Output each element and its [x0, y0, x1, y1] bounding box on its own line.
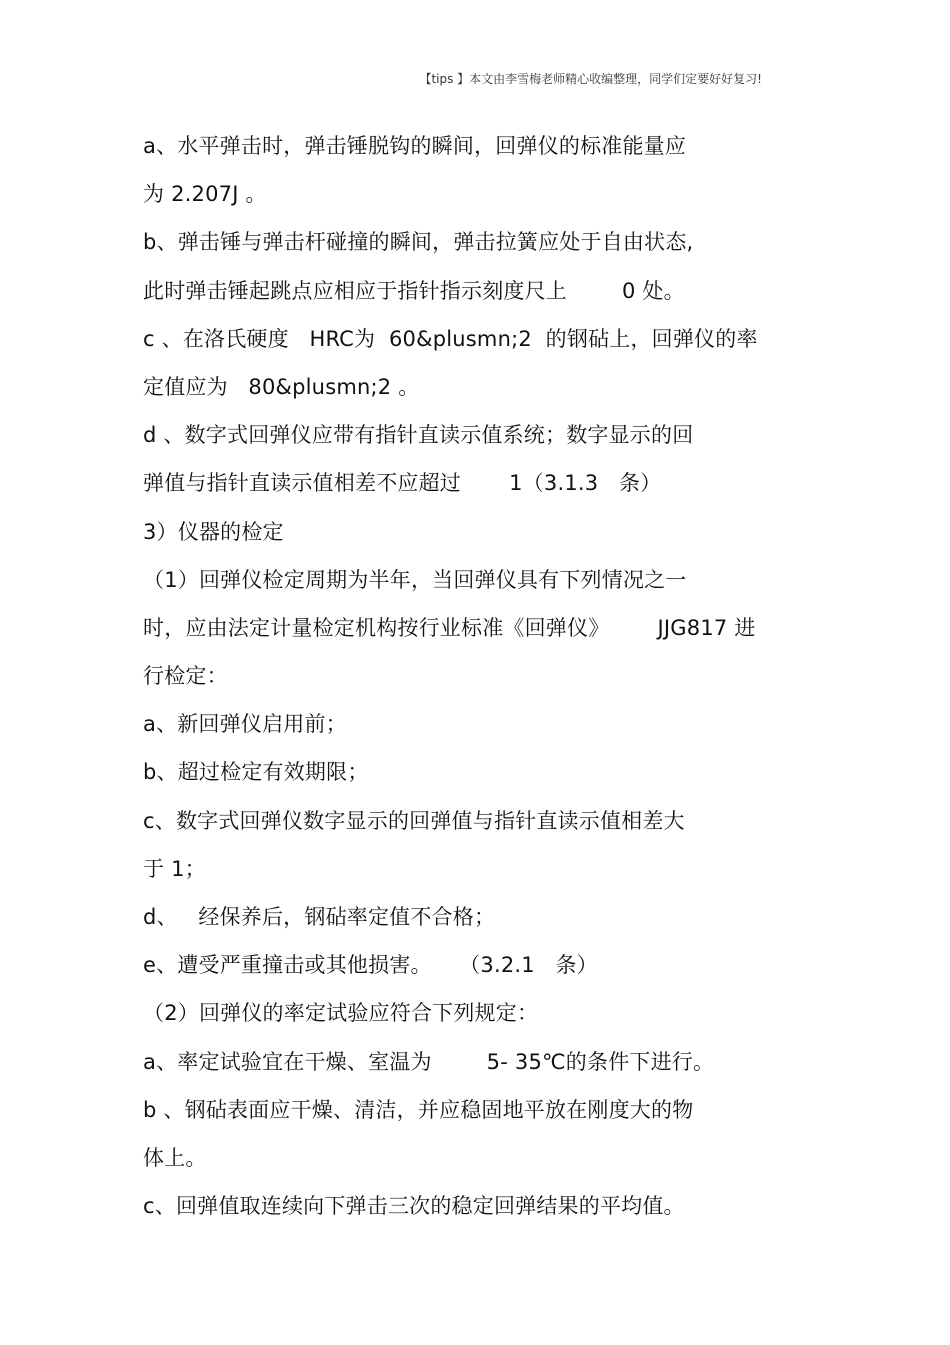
text-line-3: b、弹击锤与弹击杆碰撞的瞬间，弹击拉簧应处于自由状态,	[143, 230, 694, 255]
text-line-6: 定值应为 80&plusmn;2 。	[143, 374, 420, 399]
text-line-15: c、数字式回弹仪数字显示的回弹值与指针直读示值相差大	[143, 808, 685, 833]
text-line-22: 体上。	[143, 1145, 207, 1170]
text-line-5: c 、在洛氏硬度 HRC为 60&plusmn;2 的钢砧上，回弹仪的率	[143, 326, 758, 351]
text-line-4: 此时弹击锤起跳点应相应于指针指示刻度尺上 0 处。	[143, 278, 685, 303]
text-line-20: a、率定试验宜在干燥、室温为 5- 35℃的条件下进行。	[143, 1049, 715, 1074]
section-heading: 3）仪器的检定	[143, 519, 284, 544]
header-note: 【tips 】本文由李雪梅老师精心收编整理，同学们定要好好复习!	[419, 72, 762, 86]
document-body	[143, 126, 863, 1234]
text-line-1: a、水平弹击时，弹击锤脱钩的瞬间，回弹仪的标准能量应	[143, 134, 687, 158]
text-line-11: 时，应由法定计量检定机构按行业标准《回弹仪》 JJG817 进	[143, 615, 756, 640]
text-line-13: a、新回弹仪启用前；	[143, 712, 347, 737]
text-line-8: 弹值与指针直读示值相差不应超过 1（3.1.3 条）	[143, 471, 662, 496]
text-line-17: d、 经保养后，钢砧率定值不合格；	[143, 905, 496, 929]
text-line-19: （2）回弹仪的率定试验应符合下列规定：	[143, 1001, 539, 1026]
text-line-21: b 、钢砧表面应干燥、清洁，并应稳固地平放在刚度大的物	[143, 1097, 694, 1122]
text-line-10: （1）回弹仪检定周期为半年，当回弹仪具有下列情况之一	[143, 567, 687, 592]
text-line-18: e、遭受严重撞击或其他损害。 （3.2.1 条）	[143, 953, 598, 978]
text-line-7: d 、数字式回弹仪应带有指针直读示值系统；数字显示的回	[143, 423, 694, 448]
text-line-23: c、回弹值取连续向下弹击三次的稳定回弹结果的平均值。	[143, 1194, 685, 1219]
text-line-16: 于 1；	[143, 856, 206, 881]
text-line-2: 为 2.207J 。	[143, 182, 267, 207]
text-line-12: 行检定：	[143, 664, 228, 689]
text-line-14: b、超过检定有效期限；	[143, 760, 369, 785]
